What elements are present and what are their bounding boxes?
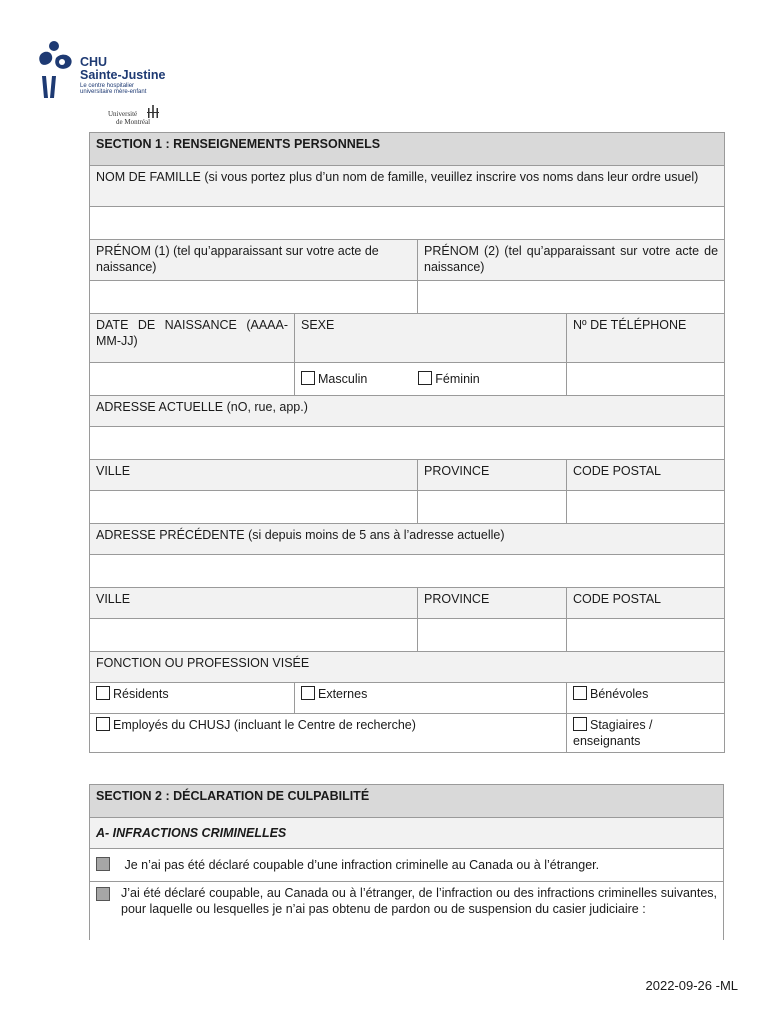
sex-male-option[interactable] (301, 372, 367, 386)
family-name-label: NOM DE FAMILLE (si vous portez plus d’un nom de famille, veuillez inscrire vos noms dans leur ordre usuel) (90, 166, 725, 207)
employes-checkbox[interactable] (96, 717, 110, 731)
benevoles-checkbox[interactable] (573, 686, 587, 700)
dob-field[interactable] (90, 363, 295, 396)
province-2-field[interactable] (418, 619, 567, 652)
city-label: VILLE (90, 460, 418, 491)
option-externes[interactable] (295, 683, 567, 714)
udem-text-1: Université (108, 110, 138, 118)
version-footer: 2022-09-26 -ML (645, 978, 738, 993)
udem-text-2: de Montréal (116, 118, 151, 126)
male-label: Masculin (318, 372, 368, 386)
declaration-no-conviction[interactable] (90, 849, 724, 882)
declaration-conviction[interactable] (90, 882, 724, 941)
phone-field[interactable] (567, 363, 725, 396)
section1-title: SECTION 1 : RENSEIGNEMENTS PERSONNELS (90, 133, 725, 166)
province-field[interactable] (418, 491, 567, 524)
first-name-1-field[interactable] (90, 281, 418, 314)
externes-checkbox[interactable] (301, 686, 315, 700)
province-2-label: PROVINCE (418, 588, 567, 619)
male-checkbox[interactable] (301, 371, 315, 385)
option-residents[interactable] (90, 683, 295, 714)
option-employes[interactable] (90, 714, 567, 753)
employes-label: Employés du CHUSJ (incluant le Centre de recherche) (113, 718, 416, 732)
conviction-checkbox[interactable] (96, 887, 110, 901)
city-field[interactable] (90, 491, 418, 524)
sex-female-option[interactable] (418, 372, 479, 386)
current-address-field[interactable] (90, 427, 725, 460)
postal-code-label: CODE POSTAL (567, 460, 725, 491)
city-2-field[interactable] (90, 619, 418, 652)
female-checkbox[interactable] (418, 371, 432, 385)
phone-label: Nº DE TÉLÉPHONE (567, 314, 725, 363)
logo-tagline-1: Le centre hospitalier (80, 83, 135, 89)
dob-label: DATE DE NAISSANCE (AAAA-MM-JJ) (90, 314, 295, 363)
option-stagiaires[interactable] (567, 714, 725, 753)
residents-checkbox[interactable] (96, 686, 110, 700)
chu-logo-icon (34, 38, 78, 100)
stagiaires-label: Stagiaires / enseignants (573, 718, 653, 748)
sex-options (295, 363, 567, 396)
first-name-2-field[interactable] (418, 281, 725, 314)
conviction-text: J’ai été déclaré coupable, au Canada ou à l’étranger, de l’infraction ou des infractions criminelles suivantes, pour laquelle ou lesquelles je n’ai pas obtenu de pardon ou de suspension du casier judiciaire : (121, 886, 717, 916)
udem-tower-icon (146, 104, 160, 118)
stagiaires-checkbox[interactable] (573, 717, 587, 731)
city-2-label: VILLE (90, 588, 418, 619)
no-conviction-checkbox[interactable] (96, 857, 110, 871)
section2-table (89, 784, 724, 940)
benevoles-label: Bénévoles (590, 687, 649, 701)
previous-address-field[interactable] (90, 555, 725, 588)
no-conviction-text: Je n’ai pas été déclaré coupable d’une infraction criminelle au Canada ou à l’étranger. (124, 858, 600, 872)
province-label: PROVINCE (418, 460, 567, 491)
logo-sainte-justine-text: Sainte-Justine (80, 68, 166, 82)
criminal-offences-subtitle: A- INFRACTIONS CRIMINELLES (90, 818, 724, 849)
section1-table (89, 132, 725, 753)
residents-label: Résidents (113, 687, 169, 701)
sex-label: SEXE (295, 314, 567, 363)
postal-code-2-label: CODE POSTAL (567, 588, 725, 619)
female-label: Féminin (435, 372, 480, 386)
previous-address-label: ADRESSE PRÉCÉDENTE (si depuis moins de 5 ans à l’adresse actuelle) (90, 524, 725, 555)
section2-title: SECTION 2 : DÉCLARATION DE CULPABILITÉ (90, 785, 724, 818)
current-address-label: ADRESSE ACTUELLE (nO, rue, app.) (90, 396, 725, 427)
first-name-2-label: PRÉNOM (2) (tel qu’apparaissant sur votre acte de naissance) (418, 240, 725, 281)
logo-tagline-2: universitaire mère-enfant (80, 89, 147, 95)
logo-chu-text: CHU (80, 55, 108, 69)
option-benevoles[interactable] (567, 683, 725, 714)
function-label: FONCTION OU PROFESSION VISÉE (90, 652, 725, 683)
family-name-field[interactable] (90, 207, 725, 240)
chu-sainte-justine-logo (34, 38, 174, 128)
postal-code-2-field[interactable] (567, 619, 725, 652)
first-name-1-label: PRÉNOM (1) (tel qu’apparaissant sur votre acte de naissance) (90, 240, 418, 281)
postal-code-field[interactable] (567, 491, 725, 524)
externes-label: Externes (318, 687, 368, 701)
